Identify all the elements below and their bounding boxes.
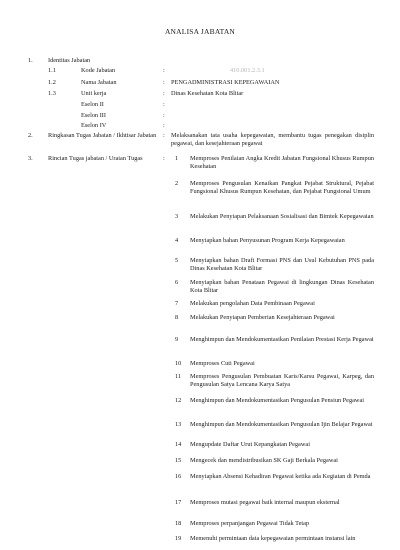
task-item: Memproses perpanjangan Pegawai Tidak Tetap [190, 520, 310, 527]
task-number: 1 [175, 155, 179, 162]
task-item: Melakukan pengolahan Data Pembinaan Pegawai [190, 300, 315, 307]
task-number: 14 [175, 441, 182, 448]
colon: : [163, 90, 165, 97]
task-number: 15 [175, 457, 182, 464]
section-label-rincian: Rincian Tugas jabatan / Uraian Tugas [48, 155, 143, 162]
task-item: Memproses Pengusulan Kenaikan Pangkat Pejabat Struktural, Pejabat Fungsional Khusus Rumpun Kesehatan, dan Pejabat Fungsional Umum [190, 180, 374, 195]
task-number: 8 [175, 314, 179, 321]
task-item: Menyiapkan bahan Penyusunan Program Kerja Kepegawaian [190, 237, 345, 244]
task-number: 17 [175, 499, 182, 506]
section-label-ringkasan: Ringkasan Tugas Jabatan / Ikhtisar Jabatan [48, 132, 157, 139]
task-item: Memenuhi permintaan data kepegawaian permintaan instansi lain [190, 535, 356, 542]
task-item: Menghimpun dan Mendokumentasikan Penilaian Prestasi Kerja Pegawai [190, 336, 374, 343]
task-number: 2 [175, 180, 179, 187]
task-item: Melakukan Penyiapan Pelaksanaan Sosialisasi dan Bimtek Kepegawaian [190, 213, 374, 220]
task-number: 3 [175, 213, 179, 220]
task-number: 4 [175, 237, 179, 244]
task-number: 13 [175, 421, 182, 428]
task-item: Memproses Cuti Pegawai [190, 360, 255, 367]
subsection-number: 1.1 [48, 67, 56, 74]
task-number: 18 [175, 520, 182, 527]
colon: : [163, 122, 165, 129]
task-number: 7 [175, 300, 179, 307]
task-item: Menyiapkan bahan Draft Formasi PNS dan Usul Kebutuhan PNS pada Dinas Kesehatan Kota Blitar [190, 257, 374, 272]
task-number: 10 [175, 360, 182, 367]
eselon-ii-label: Eselon II [81, 101, 104, 108]
document-title: ANALISA JABATAN [164, 27, 236, 36]
task-item: Memproses Penilaian Angka Kredit Jabatan Fungsional Khusus Rumpun Kesehatan [190, 155, 374, 170]
task-item: Mengupdate Daftar Urut Kepangkatan Pegawai [190, 441, 310, 448]
colon: : [163, 112, 165, 119]
nama-jabatan-label: Nama Jabatan [81, 79, 117, 86]
section-number: 3. [28, 155, 33, 162]
kode-jabatan-label: Kode Jabatan [81, 67, 116, 74]
eselon-iii-label: Eselon III [81, 112, 107, 119]
task-item: Mengecek dan mendistribusikan SK Gaji Berkala Pegawai [190, 457, 338, 464]
task-number: 5 [175, 257, 179, 264]
subsection-number: 1.2 [48, 79, 56, 86]
task-item: Memproses mutasi pegawai baik internal maupun eksternal [190, 499, 340, 506]
task-item: Memproses Pengusulan Pembuatan Karis/Karsu Pegawai, Karpeg, dan Pengusulan Satya Lencana Karya Satya [190, 373, 374, 388]
task-item: Menyiapkan bahan Penataan Pegawai di lingkungan Dinas Kesehatan Kota Blitar [190, 279, 374, 294]
colon: : [163, 67, 165, 74]
colon: : [163, 155, 165, 162]
task-number: 11 [175, 373, 182, 380]
task-number: 9 [175, 336, 179, 343]
ringkasan-value: Melaksanakan tata usaha kepegawaian, membantu tugas penegakan disiplin pegawai, dan kesejahteraan pegawai [171, 132, 374, 147]
task-number: 16 [175, 473, 182, 480]
kode-jabatan-value: 410.001.2.3.1 [230, 67, 265, 74]
unit-kerja-value: Dinas Kesehatan Kota Blitar [171, 90, 244, 97]
section-number: 2. [28, 132, 33, 139]
section-number: 1. [28, 57, 33, 64]
task-number: 19 [175, 535, 182, 542]
task-item: Menghimpun dan Mendokumentasikan Pengusulan Ijin Belajar Pegawai [190, 421, 373, 428]
task-number: 12 [175, 397, 182, 404]
unit-kerja-label: Unit kerja [81, 90, 107, 97]
colon: : [163, 79, 165, 86]
task-item: Menghimpun dan Mendokumentasikan Pengusulan Pensiun Pegawai [190, 397, 365, 404]
task-item: Menyiapkan Absensi Kehadiran Pegawai ketika ada Kegiatan di Pemda [190, 473, 371, 480]
section-label-identitas: Identitas Jabatan [48, 57, 91, 64]
task-number: 6 [175, 279, 179, 286]
colon: : [163, 101, 165, 108]
colon: : [163, 132, 165, 139]
subsection-number: 1.3 [48, 90, 56, 97]
eselon-iv-label: Eselon IV [81, 122, 107, 129]
task-item: Melakukan Penyiapan Pemberian Kesejahteraan Pegawai [190, 314, 335, 321]
nama-jabatan-value: PENGADMINISTRASI KEPEGAWAIAN [171, 79, 280, 86]
